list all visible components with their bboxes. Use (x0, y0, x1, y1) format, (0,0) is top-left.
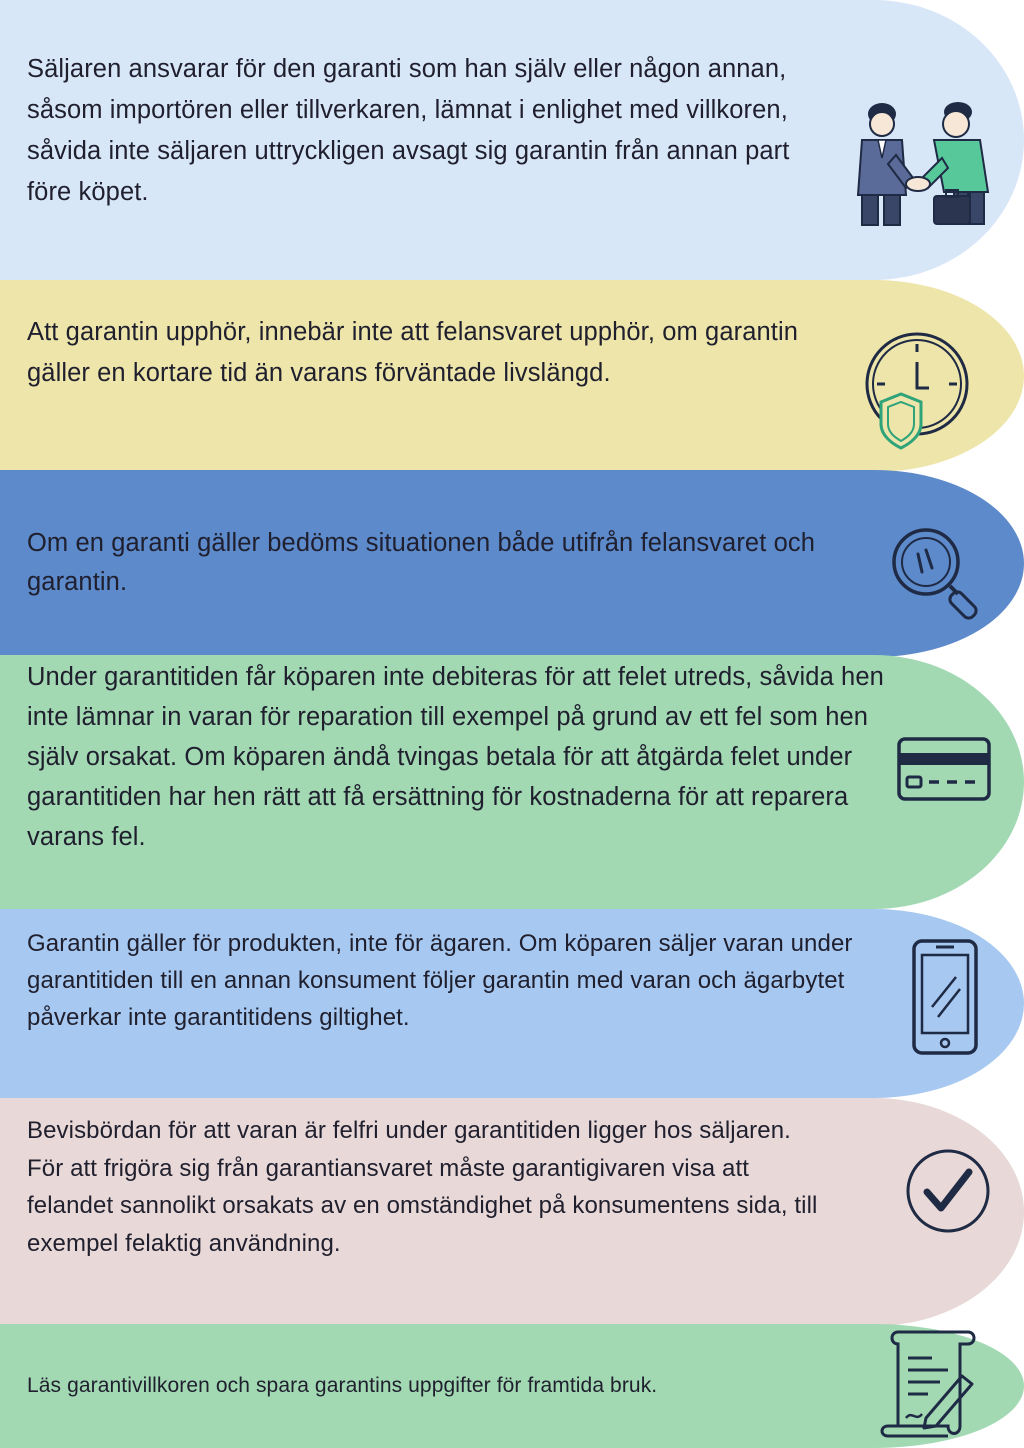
section-text: Läs garantivillkoren och spara garantins uppgifter för framtida bruk. (27, 1374, 658, 1397)
section-text: Bevisbördan för att varan är felfri under garantitiden ligger hos säljaren. För att frigöra sig från garantiansvaret måste garantigivaren visa att felandet sannolikt orsakats av en omständighet på konsumentens sida, till exempel felaktig användning. (27, 1117, 818, 1257)
section-text: Att garantin upphör, innebär inte att felansvaret upphör, om garantin gäller en kortare tid än varans förväntade livslängd. (27, 318, 798, 387)
section-text: Säljaren ansvarar för den garanti som han själv eller någon annan, såsom importören eller tillverkaren, lämnat i enlighet med villkoren, såvida inte säljaren uttryckligen avsagt sig garantin från annan part före köpet. (27, 55, 790, 206)
checkmark-circle-icon (903, 1146, 993, 1236)
info-section-assessment (0, 470, 1024, 657)
smartphone-icon (910, 937, 980, 1057)
info-section-product-warranty (0, 909, 1024, 1098)
handshake-icon (848, 100, 996, 230)
document-signing-icon (876, 1326, 986, 1441)
clock-shield-icon (857, 328, 977, 453)
credit-card-icon (895, 735, 995, 805)
info-section-warranty-expiry (0, 280, 1024, 472)
section-text: Under garantitiden får köparen inte debiteras för att felet utreds, såvida hen inte lämnar in varan för reparation till exempel på grund av ett fel som hen själv orsakat. Om köparen ändå tvingas betala för att åtgärda felet under garantitiden har hen rätt att få ersättning för kostnaderna för att reparera varans fel. (27, 663, 884, 851)
info-section-costs (0, 655, 1024, 909)
info-section-read-terms (0, 1324, 1024, 1448)
info-section-burden-of-proof (0, 1098, 1024, 1326)
magnifier-icon (888, 524, 988, 624)
info-section-seller-responsibility (0, 0, 1024, 280)
section-text: Om en garanti gäller bedöms situationen både utifrån felansvaret och garantin. (27, 529, 815, 596)
section-text: Garantin gäller för produkten, inte för ägaren. Om köparen säljer varan under garantitiden till en annan konsument följer garantin med varan och ägarbytet påverkar inte garantitidens giltighet. (27, 930, 853, 1031)
